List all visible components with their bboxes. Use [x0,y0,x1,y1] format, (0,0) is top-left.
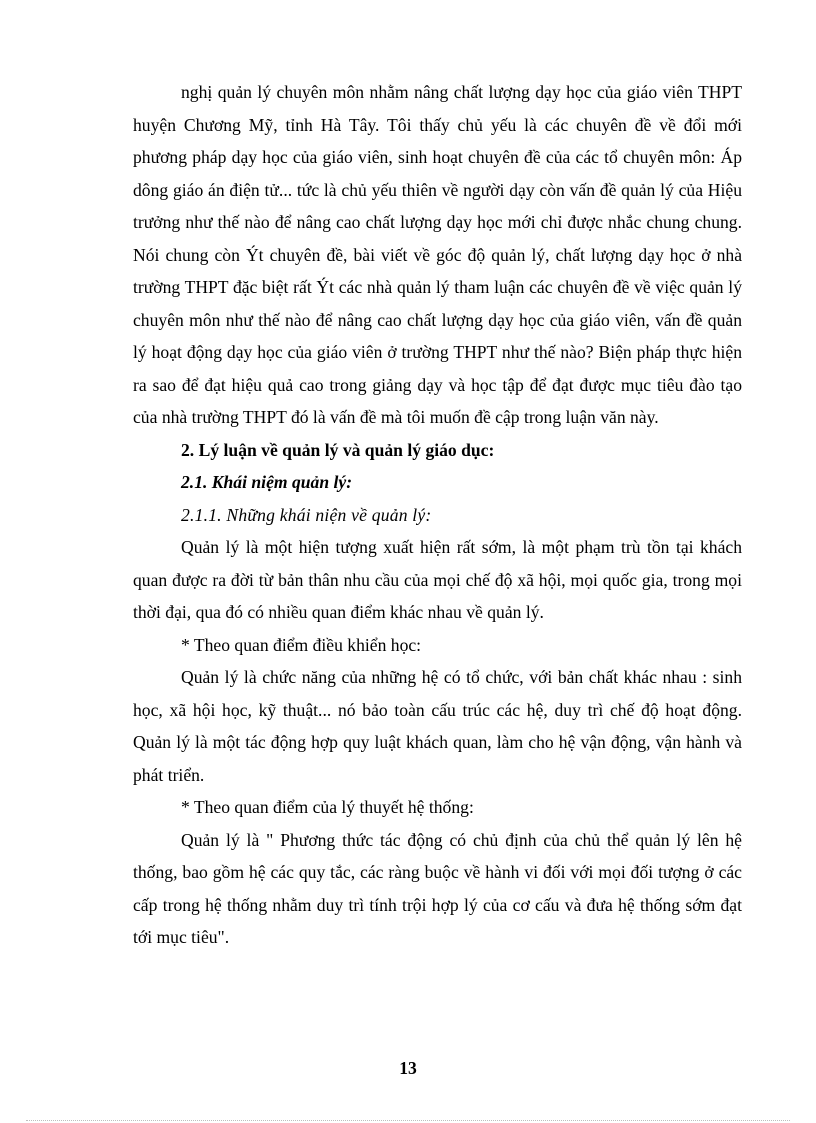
section-heading-2: 2. Lý luận về quản lý và quản lý giáo dục: [181,439,495,460]
section-heading-2-1: 2.1. Khái niệm quản lý: [181,472,353,492]
paragraph-cybernetics-heading: * Theo quan điểm điều khiển học: [181,634,422,655]
paragraph-cybernetics-view: Quản lý là chức năng của những hệ có tổ chức, với bản chất khác nhau : sinh học, xã hội học, kỹ thuật... nó bảo toàn cấu trúc các hệ, duy trì chế độ hoạt động. Quản lý là một tác động hợp quy luật khách quan, làm cho hệ vận động, vận hành và phát triển. [133,667,742,785]
page-bottom-divider [26,1120,790,1121]
page-body [133,76,742,954]
paragraph-management-definition: Quản lý là một hiện tượng xuất hiện rất sớm, là một phạm trù tồn tại khách quan được ra đời từ bản thân nhu cầu của mọi chế độ xã hội, mọi quốc gia, trong mọi thời đại, qua đó có nhiều quan điểm khác nhau về quản lý. [133,537,742,622]
paragraph-continuation: nghị quản lý chuyên môn nhằm nâng chất lượng dạy học của giáo viên THPT huyện Chương Mỹ, tỉnh Hà Tây. Tôi thấy chủ yếu là các chuyên đề về đổi mới phương pháp dạy học của giáo viên, sinh hoạt chuyên đề của các tổ chuyên môn: Áp dông giáo án điện tử... tức là chủ yếu thiên về người dạy còn vấn đề quản lý của Hiệu trưởng như thế nào để nâng cao chất lượng dạy học mới chỉ được nhắc chung chung. Nói chung còn Ýt chuyên đề, bài viết về góc độ quản lý, chất lượng dạy học ở nhà trường THPT đặc biệt rất Ýt các nhà quản lý tham luận các chuyên đề về việc quản lý chuyên môn như thế nào để nâng cao chất lượng dạy học của giáo viên, vấn đề quản lý hoạt động dạy học của giáo viên ở trường THPT như thế nào? Biện pháp thực hiện ra sao để đạt hiệu quả cao trong giảng dạy và học tập để đạt được mục tiêu đào tạo của nhà trường THPT đó là vấn đề mà tôi muốn đề cập trong luận văn này. [133,82,742,427]
section-heading-2-1-1: 2.1.1. Những khái niện về quản lý: [181,504,432,525]
paragraph-systems-view: Quản lý là " Phương thức tác động có chủ định của chủ thể quản lý lên hệ thống, bao gồm hệ các quy tắc, các ràng buộc về hành vi đối với mọi đối tượng ở các cấp trong hệ thống nhằm duy trì tính trội hợp lý của cơ cấu và đưa hệ thống sớm đạt tới mục tiêu". [133,829,742,947]
page-number: 13 [399,1058,417,1078]
paragraph-systems-heading: * Theo quan điểm của lý thuyết hệ thống: [181,797,474,817]
